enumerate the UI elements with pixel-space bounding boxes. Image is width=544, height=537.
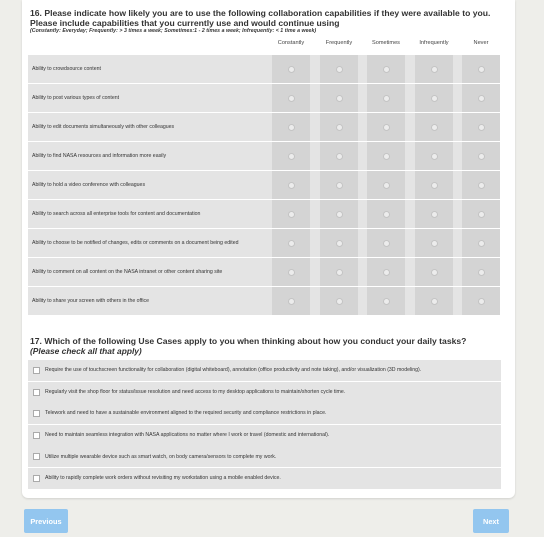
use-case-option[interactable] [28,360,501,381]
radio-button[interactable] [431,95,438,102]
matrix-cell-infrequently[interactable] [415,258,453,286]
matrix-cell-infrequently[interactable] [415,113,453,141]
checkbox[interactable] [33,410,40,417]
column-header-never: Never [473,40,489,46]
radio-button[interactable] [478,124,485,131]
matrix-cell-constantly[interactable] [272,171,310,199]
matrix-cell-never[interactable] [462,229,500,257]
radio-button[interactable] [383,298,390,305]
radio-button[interactable] [336,153,343,160]
radio-button[interactable] [383,153,390,160]
matrix-row-label: Ability to find NASA resources and information more easily [32,152,167,159]
radio-button[interactable] [336,240,343,247]
use-case-option[interactable] [28,403,501,424]
matrix-cell-constantly[interactable] [272,113,310,141]
radio-button[interactable] [478,211,485,218]
radio-button[interactable] [431,211,438,218]
radio-button[interactable] [431,298,438,305]
matrix-cell-constantly[interactable] [272,229,310,257]
radio-button[interactable] [478,95,485,102]
radio-button[interactable] [383,124,390,131]
checkbox[interactable] [33,367,40,374]
matrix-cell-sometimes[interactable] [367,113,405,141]
matrix-row-label: Ability to share your screen with others in the office [32,297,149,304]
column-header-sometimes: Sometimes [372,40,400,46]
column-header-frequently: Frequently [325,40,353,46]
radio-button[interactable] [383,240,390,247]
radio-button[interactable] [288,66,295,73]
matrix-cell-never[interactable] [462,200,500,228]
radio-button[interactable] [431,240,438,247]
matrix-cell-never[interactable] [462,258,500,286]
checkbox[interactable] [33,475,40,482]
radio-button[interactable] [431,124,438,131]
radio-button[interactable] [431,269,438,276]
matrix-cell-sometimes[interactable] [367,171,405,199]
matrix-cell-never[interactable] [462,171,500,199]
matrix-cell-constantly[interactable] [272,142,310,170]
use-case-label: Regularly visit the shop floor for status/issue resolution and need access to my desktop applications to maintain/shorten cycle time. [45,388,346,395]
radio-button[interactable] [336,211,343,218]
radio-button[interactable] [336,95,343,102]
matrix-cell-infrequently[interactable] [415,287,453,315]
radio-button[interactable] [288,211,295,218]
question-16-subtitle: (Constantly: Everyday; Frequently: > 3 times a week; Sometimes:1 - 2 times a week; Infrequently: < 1 time a week) [30,28,317,34]
use-case-label: Ability to rapidly complete work orders without revisiting my workstation using a mobile enabled device. [45,475,281,482]
matrix-cell-sometimes[interactable] [367,258,405,286]
matrix-row [28,142,499,171]
use-case-label: Utilize multiple wearable device such as smart watch, on body camera/sensors to complete my work. [45,453,277,460]
radio-button[interactable] [288,153,295,160]
checkbox[interactable] [33,432,40,439]
question-17-title: 17. Which of the following Use Cases apply to you when thinking about how you conduct your daily tasks? [30,336,467,346]
radio-button[interactable] [431,66,438,73]
radio-button[interactable] [478,269,485,276]
matrix-cell-never[interactable] [462,84,500,112]
matrix-cell-constantly[interactable] [272,287,310,315]
radio-button[interactable] [431,153,438,160]
matrix-cell-frequently[interactable] [320,287,358,315]
radio-button[interactable] [478,298,485,305]
use-case-option[interactable] [28,382,501,403]
column-header-constantly: Constantly [277,40,305,46]
radio-button[interactable] [383,66,390,73]
radio-button[interactable] [336,182,343,189]
matrix-cell-infrequently[interactable] [415,200,453,228]
question-16-title: 16. Please indicate how likely you are to use the following collaboration capabilities if they were available to you. Please include capabilities that you currently use and would continue using [30,8,491,28]
radio-button[interactable] [288,95,295,102]
radio-button[interactable] [478,182,485,189]
radio-button[interactable] [288,124,295,131]
matrix-cell-constantly[interactable] [272,258,310,286]
matrix-cell-frequently[interactable] [320,55,358,83]
matrix-cell-constantly[interactable] [272,200,310,228]
checkbox[interactable] [33,453,40,460]
matrix-row [28,229,499,258]
matrix-cell-constantly[interactable] [272,55,310,83]
matrix-row [28,113,499,142]
radio-button[interactable] [478,66,485,73]
matrix-cell-frequently[interactable] [320,84,358,112]
matrix-cell-constantly[interactable] [272,84,310,112]
next-button[interactable]: Next [473,509,509,533]
radio-button[interactable] [288,269,295,276]
matrix-row [28,84,499,113]
matrix-cell-infrequently[interactable] [415,171,453,199]
matrix-row [28,200,499,229]
use-case-option[interactable] [28,468,501,489]
matrix-row-label: Ability to edit documents simultaneously with other colleagues [32,123,175,130]
radio-button[interactable] [288,240,295,247]
checkbox[interactable] [33,389,40,396]
question-17-subtitle: (Please check all that apply) [30,346,142,356]
radio-button[interactable] [431,182,438,189]
radio-button[interactable] [336,124,343,131]
radio-button[interactable] [383,95,390,102]
matrix-row [28,171,499,200]
use-case-option[interactable] [28,446,501,467]
matrix-row [28,287,499,316]
previous-button[interactable]: Previous [24,509,68,533]
use-case-label: Need to maintain seamless integration with NASA applications no matter where I work or travel (domestic and international). [45,432,330,439]
matrix-cell-sometimes[interactable] [367,229,405,257]
use-case-label: Telework and need to have a sustainable environment aligned to the required security and compliance restrictions in place. [45,410,327,417]
radio-button[interactable] [383,269,390,276]
radio-button[interactable] [383,182,390,189]
matrix-row-label: Ability to crowdsource content [32,65,101,72]
radio-button[interactable] [288,182,295,189]
radio-button[interactable] [288,298,295,305]
column-header-infrequently: Infrequently [419,40,449,46]
matrix-row-label: Ability to choose to be notified of changes, edits or comments on a document being edited [32,239,239,246]
matrix-row-label: Ability to search across all enterprise tools for content and documentation [32,210,201,217]
matrix-cell-infrequently[interactable] [415,84,453,112]
matrix-cell-never[interactable] [462,287,500,315]
matrix-row [28,258,499,287]
matrix-cell-frequently[interactable] [320,113,358,141]
radio-button[interactable] [478,153,485,160]
radio-button[interactable] [336,269,343,276]
matrix-cell-sometimes[interactable] [367,287,405,315]
matrix-cell-frequently[interactable] [320,171,358,199]
matrix-cell-sometimes[interactable] [367,84,405,112]
matrix-row-label: Ability to comment on all content on the NASA intranet or other content sharing site [32,268,223,275]
matrix-cell-sometimes[interactable] [367,55,405,83]
matrix-cell-frequently[interactable] [320,200,358,228]
matrix-cell-infrequently[interactable] [415,142,453,170]
radio-button[interactable] [383,211,390,218]
radio-button[interactable] [478,240,485,247]
use-case-label: Require the use of touchscreen functionality for collaboration (digital whiteboard), annotation (office productivity and note taking), and/or visualization (3D modeling). [45,367,422,374]
matrix-cell-frequently[interactable] [320,142,358,170]
radio-button[interactable] [336,66,343,73]
matrix-cell-never[interactable] [462,55,500,83]
matrix-cell-sometimes[interactable] [367,142,405,170]
matrix-cell-frequently[interactable] [320,258,358,286]
matrix-cell-sometimes[interactable] [367,200,405,228]
matrix-cell-never[interactable] [462,113,500,141]
matrix-cell-never[interactable] [462,142,500,170]
matrix-row [28,55,499,84]
matrix-cell-infrequently[interactable] [415,229,453,257]
radio-button[interactable] [336,298,343,305]
use-case-option[interactable] [28,425,501,446]
matrix-cell-frequently[interactable] [320,229,358,257]
matrix-row-label: Ability to hold a video conference with colleagues [32,181,146,188]
matrix-cell-infrequently[interactable] [415,55,453,83]
matrix-row-label: Ability to post various types of content [32,94,120,101]
